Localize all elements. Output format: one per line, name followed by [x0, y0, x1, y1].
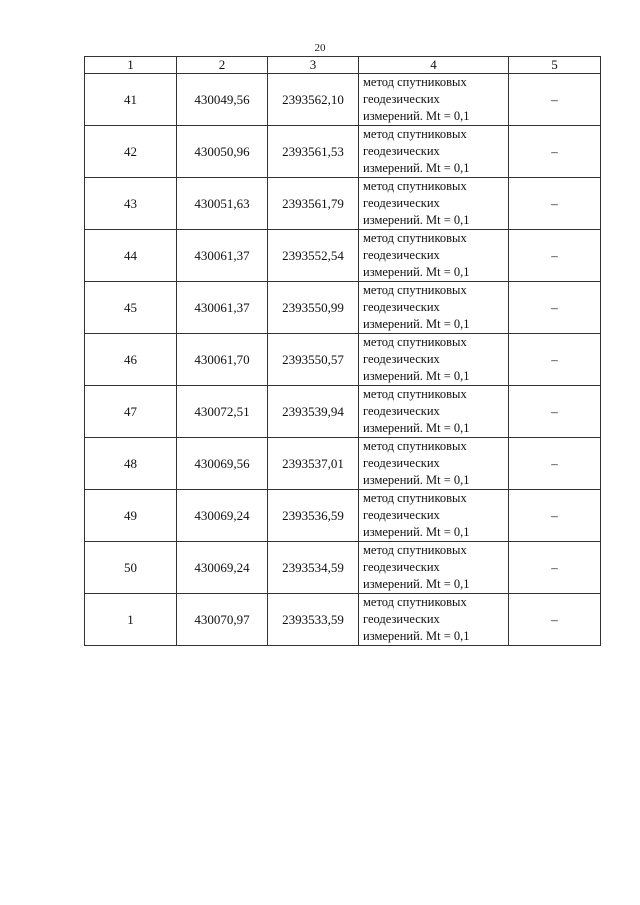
coord-y: 2393562,10 [268, 74, 359, 126]
method-line-3: измерений. Mt = 0,1 [363, 317, 470, 331]
column-5-value: – [509, 334, 601, 386]
method-description [359, 386, 509, 438]
method-line-1: метод спутниковых [363, 75, 467, 89]
method-description [359, 334, 509, 386]
method-line-2: геодезических [363, 248, 440, 262]
coord-y: 2393550,99 [268, 282, 359, 334]
method-line-1: метод спутниковых [363, 335, 467, 349]
table-row [85, 490, 601, 542]
coord-x: 430069,24 [177, 542, 268, 594]
coord-x: 430051,63 [177, 178, 268, 230]
header-cell-3: 3 [268, 57, 359, 74]
coord-y: 2393536,59 [268, 490, 359, 542]
page-number: 20 [314, 42, 326, 54]
coord-x: 430069,56 [177, 438, 268, 490]
method-line-2: геодезических [363, 456, 440, 470]
coord-y: 2393552,54 [268, 230, 359, 282]
table-row [85, 542, 601, 594]
method-line-1: метод спутниковых [363, 543, 467, 557]
point-number: 44 [85, 230, 177, 282]
coord-x: 430050,96 [177, 126, 268, 178]
method-description [359, 126, 509, 178]
coord-y: 2393534,59 [268, 542, 359, 594]
method-line-1: метод спутниковых [363, 231, 467, 245]
coord-y: 2393550,57 [268, 334, 359, 386]
coord-x: 430061,70 [177, 334, 268, 386]
header-cell-2: 2 [177, 57, 268, 74]
coord-y: 2393561,79 [268, 178, 359, 230]
header-row [85, 57, 601, 74]
method-description [359, 542, 509, 594]
header-cell-5: 5 [509, 57, 601, 74]
method-line-2: геодезических [363, 144, 440, 158]
coord-y: 2393539,94 [268, 386, 359, 438]
coord-x: 430061,37 [177, 230, 268, 282]
coord-y: 2393561,53 [268, 126, 359, 178]
coord-y: 2393533,59 [268, 594, 359, 646]
method-line-2: геодезических [363, 92, 440, 106]
method-line-2: геодезических [363, 612, 440, 626]
method-line-1: метод спутниковых [363, 179, 467, 193]
table-row [85, 282, 601, 334]
method-description [359, 230, 509, 282]
column-5-value: – [509, 386, 601, 438]
method-description [359, 74, 509, 126]
point-number: 46 [85, 334, 177, 386]
point-number: 41 [85, 74, 177, 126]
method-line-2: геодезических [363, 196, 440, 210]
method-line-2: геодезических [363, 560, 440, 574]
column-5-value: – [509, 438, 601, 490]
coordinates-table [84, 56, 601, 646]
method-line-2: геодезических [363, 352, 440, 366]
table-row [85, 334, 601, 386]
column-5-value: – [509, 178, 601, 230]
point-number: 48 [85, 438, 177, 490]
column-5-value: – [509, 230, 601, 282]
header-cell-1: 1 [85, 57, 177, 74]
method-description [359, 490, 509, 542]
table-row [85, 386, 601, 438]
coord-x: 430072,51 [177, 386, 268, 438]
method-description [359, 178, 509, 230]
method-line-2: геодезических [363, 300, 440, 314]
coord-x: 430069,24 [177, 490, 268, 542]
table-row [85, 438, 601, 490]
method-line-2: геодезических [363, 508, 440, 522]
method-line-3: измерений. Mt = 0,1 [363, 525, 470, 539]
method-line-1: метод спутниковых [363, 127, 467, 141]
method-line-3: измерений. Mt = 0,1 [363, 109, 470, 123]
method-line-3: измерений. Mt = 0,1 [363, 421, 470, 435]
method-description [359, 438, 509, 490]
method-line-3: измерений. Mt = 0,1 [363, 265, 470, 279]
column-5-value: – [509, 126, 601, 178]
method-line-3: измерений. Mt = 0,1 [363, 161, 470, 175]
coord-x: 430070,97 [177, 594, 268, 646]
method-line-1: метод спутниковых [363, 595, 467, 609]
column-5-value: – [509, 282, 601, 334]
point-number: 1 [85, 594, 177, 646]
table-row [85, 594, 601, 646]
method-line-3: измерений. Mt = 0,1 [363, 577, 470, 591]
point-number: 43 [85, 178, 177, 230]
column-5-value: – [509, 542, 601, 594]
method-line-2: геодезических [363, 404, 440, 418]
method-line-3: измерений. Mt = 0,1 [363, 473, 470, 487]
coord-x: 430049,56 [177, 74, 268, 126]
table-row [85, 230, 601, 282]
column-5-value: – [509, 74, 601, 126]
method-description [359, 594, 509, 646]
point-number: 50 [85, 542, 177, 594]
method-line-3: измерений. Mt = 0,1 [363, 369, 470, 383]
method-line-1: метод спутниковых [363, 283, 467, 297]
column-5-value: – [509, 490, 601, 542]
column-5-value: – [509, 594, 601, 646]
coord-x: 430061,37 [177, 282, 268, 334]
point-number: 49 [85, 490, 177, 542]
method-line-1: метод спутниковых [363, 491, 467, 505]
coord-y: 2393537,01 [268, 438, 359, 490]
point-number: 47 [85, 386, 177, 438]
method-description [359, 282, 509, 334]
table-row [85, 126, 601, 178]
point-number: 45 [85, 282, 177, 334]
table-row [85, 178, 601, 230]
point-number: 42 [85, 126, 177, 178]
method-line-1: метод спутниковых [363, 439, 467, 453]
method-line-3: измерений. Mt = 0,1 [363, 629, 470, 643]
table-row [85, 74, 601, 126]
method-line-3: измерений. Mt = 0,1 [363, 213, 470, 227]
header-cell-4: 4 [359, 57, 509, 74]
method-line-1: метод спутниковых [363, 387, 467, 401]
